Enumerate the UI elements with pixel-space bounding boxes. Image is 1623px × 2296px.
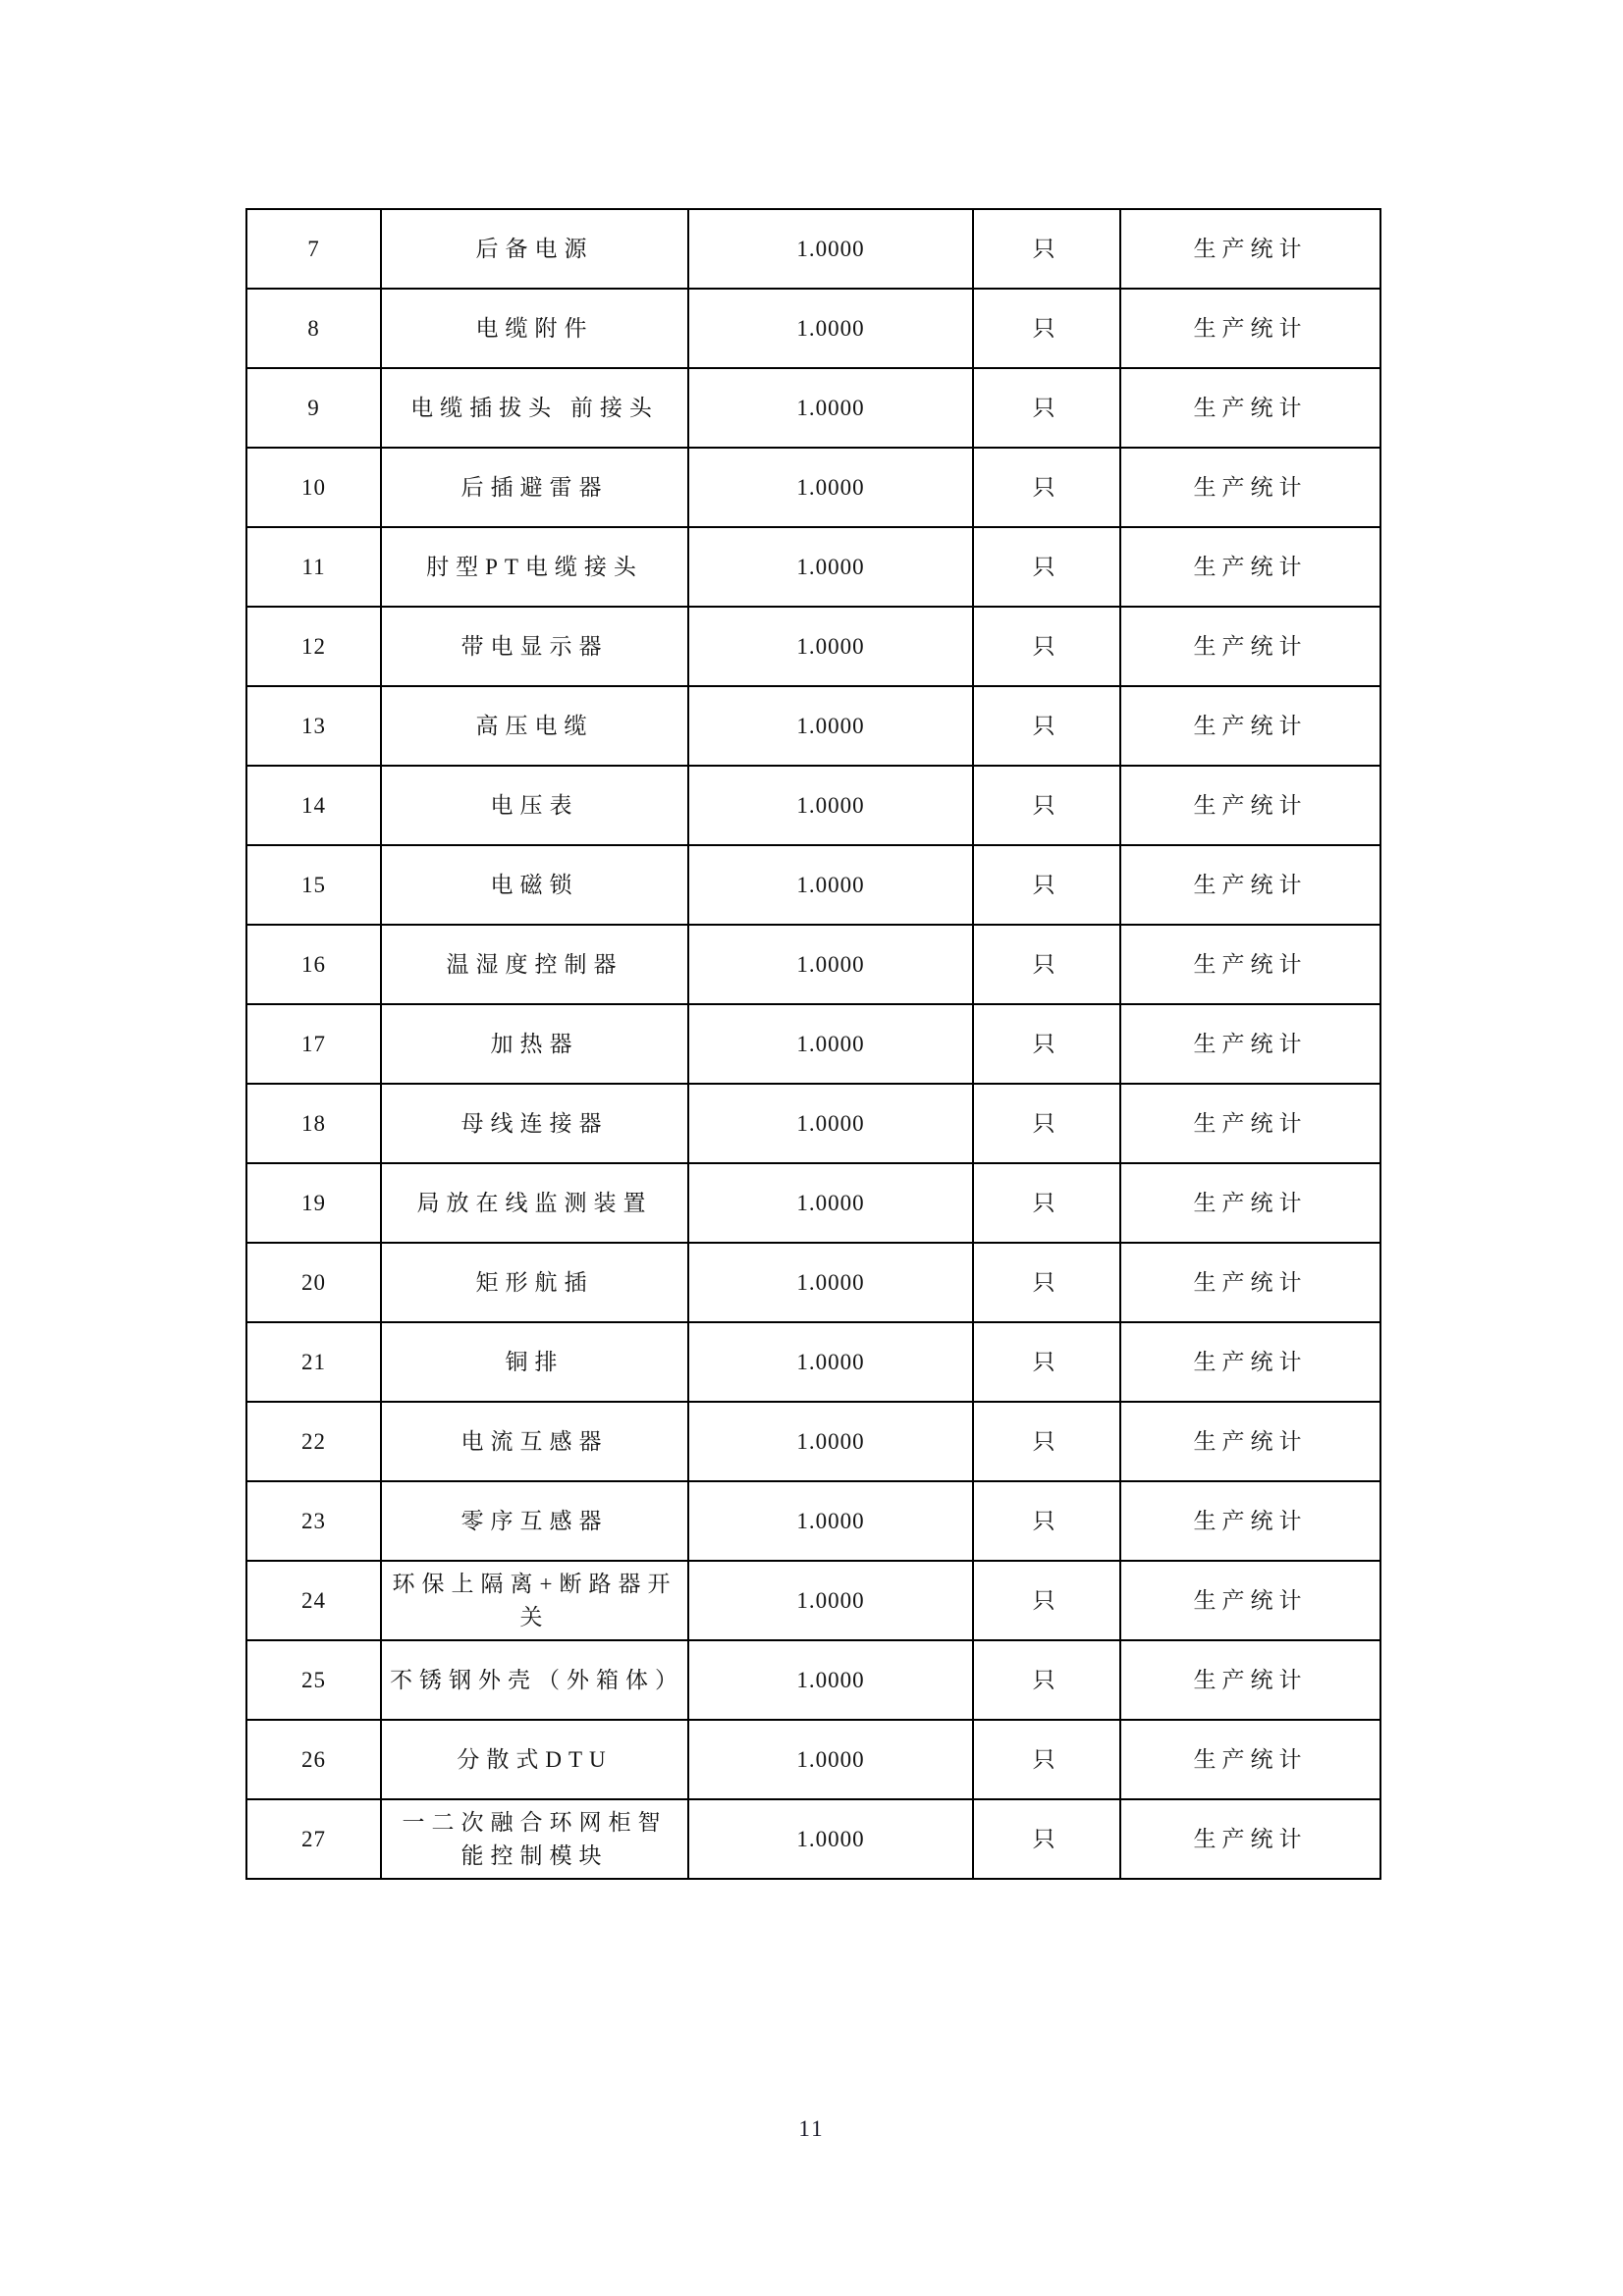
source-cell: 生产统计: [1120, 607, 1380, 686]
unit-cell: 只: [973, 925, 1120, 1004]
row-number-cell: 7: [246, 209, 381, 289]
unit-cell: 只: [973, 1640, 1120, 1720]
row-number-cell: 26: [246, 1720, 381, 1799]
row-number-cell: 27: [246, 1799, 381, 1879]
quantity-cell: 1.0000: [688, 1640, 973, 1720]
part-name-cell: 电磁锁: [381, 845, 688, 925]
table-row: [246, 1561, 1380, 1640]
source-cell: 生产统计: [1120, 1322, 1380, 1402]
part-name-cell: 电缆附件: [381, 289, 688, 368]
parts-table: [245, 208, 1381, 1880]
part-name-cell: 零序互感器: [381, 1481, 688, 1561]
source-cell: 生产统计: [1120, 1402, 1380, 1481]
quantity-cell: 1.0000: [688, 925, 973, 1004]
source-cell: 生产统计: [1120, 1084, 1380, 1163]
unit-cell: 只: [973, 607, 1120, 686]
unit-cell: 只: [973, 289, 1120, 368]
unit-cell: 只: [973, 1481, 1120, 1561]
table-row: [246, 607, 1380, 686]
row-number-cell: 21: [246, 1322, 381, 1402]
table-row: [246, 1084, 1380, 1163]
table-row: [246, 448, 1380, 527]
unit-cell: 只: [973, 1799, 1120, 1879]
source-cell: 生产统计: [1120, 845, 1380, 925]
table-row: [246, 1481, 1380, 1561]
source-cell: 生产统计: [1120, 766, 1380, 845]
part-name-cell: 肘型PT电缆接头: [381, 527, 688, 607]
quantity-cell: 1.0000: [688, 607, 973, 686]
unit-cell: 只: [973, 845, 1120, 925]
table-row: [246, 1322, 1380, 1402]
quantity-cell: 1.0000: [688, 1322, 973, 1402]
row-number-cell: 24: [246, 1561, 381, 1640]
table-row: [246, 1402, 1380, 1481]
quantity-cell: 1.0000: [688, 1561, 973, 1640]
page-number: 11: [798, 2116, 825, 2141]
quantity-cell: 1.0000: [688, 448, 973, 527]
table-row: [246, 686, 1380, 766]
part-name-cell: 加热器: [381, 1004, 688, 1084]
quantity-cell: 1.0000: [688, 527, 973, 607]
part-name-cell: 一二次融合环网柜智能控制模块: [381, 1799, 688, 1879]
parts-table-body: [246, 209, 1380, 1879]
row-number-cell: 20: [246, 1243, 381, 1322]
quantity-cell: 1.0000: [688, 686, 973, 766]
quantity-cell: 1.0000: [688, 1481, 973, 1561]
quantity-cell: 1.0000: [688, 766, 973, 845]
unit-cell: 只: [973, 1163, 1120, 1243]
row-number-cell: 19: [246, 1163, 381, 1243]
part-name-cell: 电缆插拔头 前接头: [381, 368, 688, 448]
unit-cell: 只: [973, 368, 1120, 448]
row-number-cell: 17: [246, 1004, 381, 1084]
source-cell: 生产统计: [1120, 1243, 1380, 1322]
part-name-cell: 后插避雷器: [381, 448, 688, 527]
source-cell: 生产统计: [1120, 1163, 1380, 1243]
part-name-cell: 电压表: [381, 766, 688, 845]
row-number-cell: 11: [246, 527, 381, 607]
table-row: [246, 766, 1380, 845]
quantity-cell: 1.0000: [688, 1004, 973, 1084]
table-row: [246, 1243, 1380, 1322]
table-row: [246, 1163, 1380, 1243]
unit-cell: 只: [973, 527, 1120, 607]
table-row: [246, 527, 1380, 607]
quantity-cell: 1.0000: [688, 1720, 973, 1799]
part-name-cell: 电流互感器: [381, 1402, 688, 1481]
quantity-cell: 1.0000: [688, 1799, 973, 1879]
quantity-cell: 1.0000: [688, 289, 973, 368]
part-name-cell: 温湿度控制器: [381, 925, 688, 1004]
source-cell: 生产统计: [1120, 925, 1380, 1004]
part-name-cell: 不锈钢外壳（外箱体）: [381, 1640, 688, 1720]
row-number-cell: 8: [246, 289, 381, 368]
unit-cell: 只: [973, 1561, 1120, 1640]
part-name-cell: 局放在线监测装置: [381, 1163, 688, 1243]
source-cell: 生产统计: [1120, 1720, 1380, 1799]
row-number-cell: 13: [246, 686, 381, 766]
source-cell: 生产统计: [1120, 209, 1380, 289]
source-cell: 生产统计: [1120, 1799, 1380, 1879]
row-number-cell: 15: [246, 845, 381, 925]
row-number-cell: 25: [246, 1640, 381, 1720]
quantity-cell: 1.0000: [688, 845, 973, 925]
table-row: [246, 1799, 1380, 1879]
part-name-cell: 带电显示器: [381, 607, 688, 686]
source-cell: 生产统计: [1120, 289, 1380, 368]
quantity-cell: 1.0000: [688, 1402, 973, 1481]
table-row: [246, 1004, 1380, 1084]
source-cell: 生产统计: [1120, 686, 1380, 766]
source-cell: 生产统计: [1120, 368, 1380, 448]
quantity-cell: 1.0000: [688, 209, 973, 289]
unit-cell: 只: [973, 1322, 1120, 1402]
quantity-cell: 1.0000: [688, 1084, 973, 1163]
table-row: [246, 845, 1380, 925]
source-cell: 生产统计: [1120, 527, 1380, 607]
quantity-cell: 1.0000: [688, 1163, 973, 1243]
source-cell: 生产统计: [1120, 1481, 1380, 1561]
table-row: [246, 925, 1380, 1004]
table-row: [246, 1720, 1380, 1799]
part-name-cell: 后备电源: [381, 209, 688, 289]
table-row: [246, 289, 1380, 368]
part-name-cell: 母线连接器: [381, 1084, 688, 1163]
row-number-cell: 16: [246, 925, 381, 1004]
unit-cell: 只: [973, 1243, 1120, 1322]
part-name-cell: 高压电缆: [381, 686, 688, 766]
unit-cell: 只: [973, 1402, 1120, 1481]
table-row: [246, 368, 1380, 448]
quantity-cell: 1.0000: [688, 368, 973, 448]
source-cell: 生产统计: [1120, 1004, 1380, 1084]
row-number-cell: 18: [246, 1084, 381, 1163]
unit-cell: 只: [973, 1720, 1120, 1799]
source-cell: 生产统计: [1120, 1561, 1380, 1640]
unit-cell: 只: [973, 686, 1120, 766]
row-number-cell: 12: [246, 607, 381, 686]
table-row: [246, 209, 1380, 289]
row-number-cell: 22: [246, 1402, 381, 1481]
part-name-cell: 环保上隔离+断路器开关: [381, 1561, 688, 1640]
quantity-cell: 1.0000: [688, 1243, 973, 1322]
row-number-cell: 10: [246, 448, 381, 527]
row-number-cell: 23: [246, 1481, 381, 1561]
part-name-cell: 分散式DTU: [381, 1720, 688, 1799]
source-cell: 生产统计: [1120, 1640, 1380, 1720]
unit-cell: 只: [973, 766, 1120, 845]
unit-cell: 只: [973, 1084, 1120, 1163]
table-row: [246, 1640, 1380, 1720]
source-cell: 生产统计: [1120, 448, 1380, 527]
part-name-cell: 铜排: [381, 1322, 688, 1402]
unit-cell: 只: [973, 1004, 1120, 1084]
part-name-cell: 矩形航插: [381, 1243, 688, 1322]
row-number-cell: 9: [246, 368, 381, 448]
unit-cell: 只: [973, 209, 1120, 289]
unit-cell: 只: [973, 448, 1120, 527]
row-number-cell: 14: [246, 766, 381, 845]
